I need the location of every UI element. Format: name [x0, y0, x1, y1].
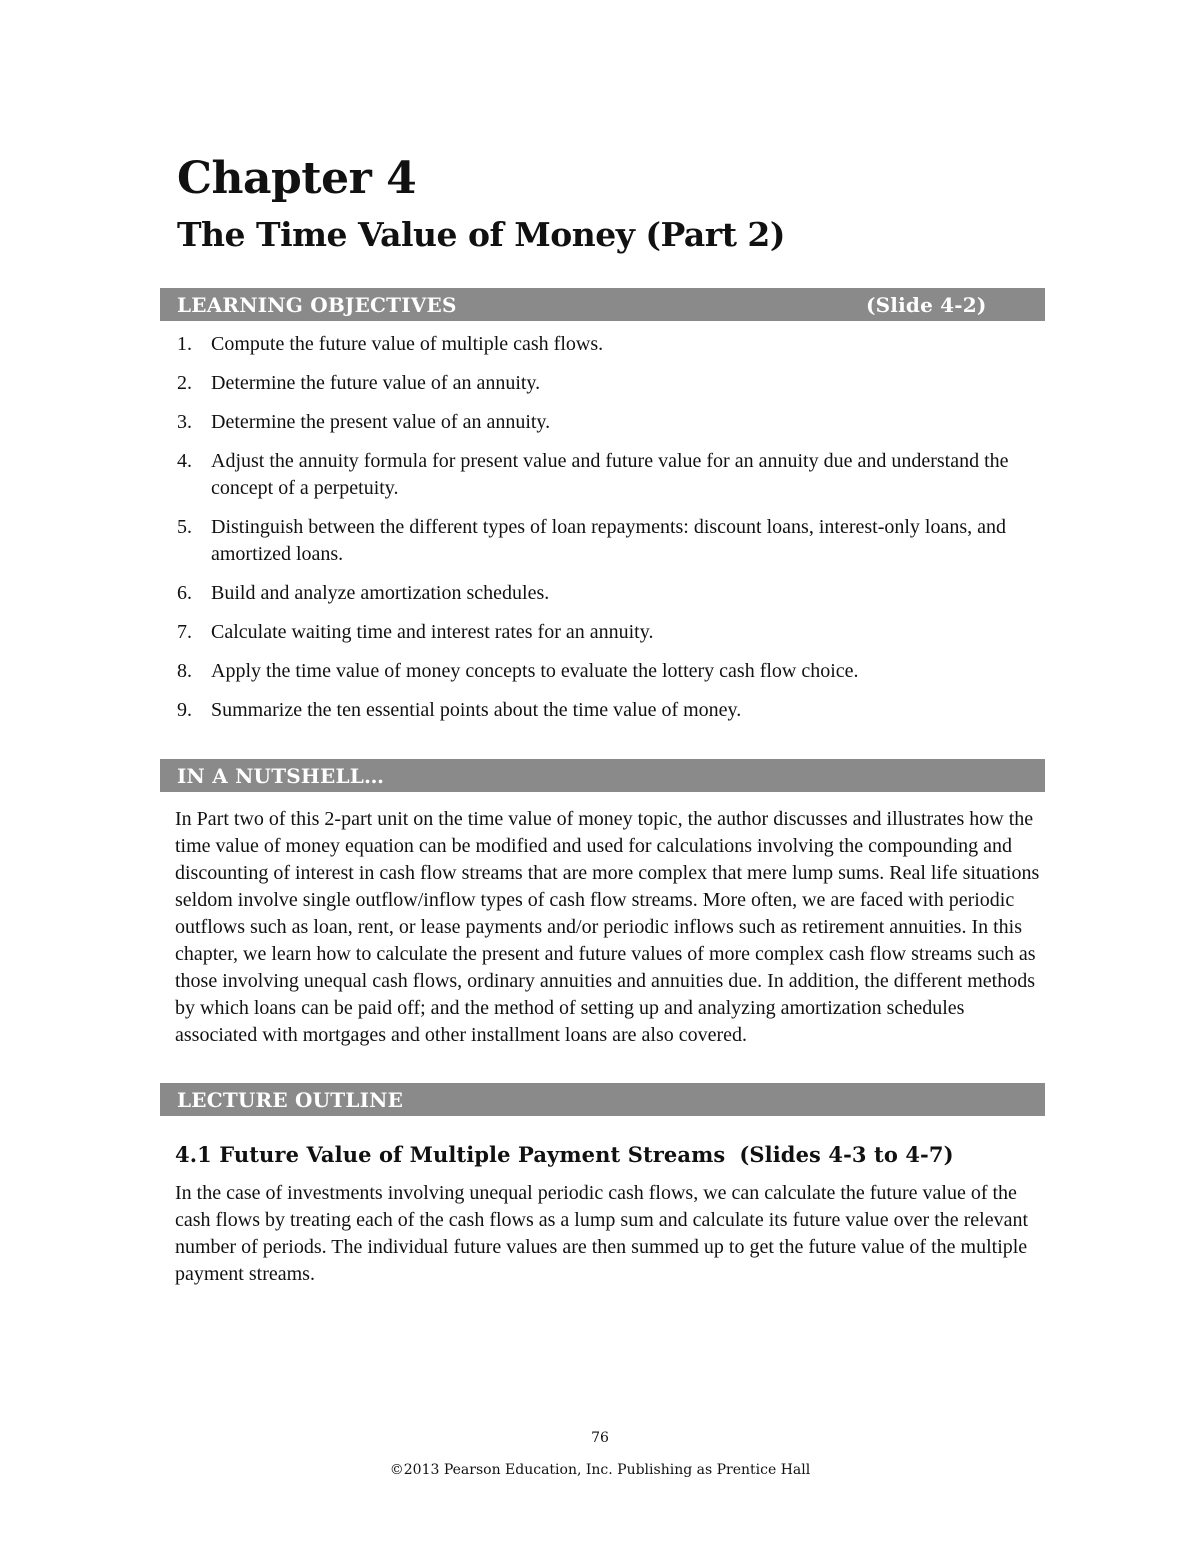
- chapter-title: Chapter 4: [177, 153, 417, 204]
- list-item-number: 6.: [177, 582, 192, 604]
- section-heading: [175, 1140, 1045, 1170]
- learning-objectives-heading: LEARNING OBJECTIVES: [177, 293, 457, 317]
- list-item-number: 3.: [177, 411, 192, 433]
- list-item-number: 8.: [177, 660, 192, 682]
- lecture-outline-header: [160, 1083, 1045, 1116]
- list-item-number: 9.: [177, 699, 192, 721]
- lecture-outline-heading: LECTURE OUTLINE: [177, 1088, 404, 1112]
- section-paragraph: In the case of investments involving unequal periodic cash flows, we can calculate the future value of the cash flows by treating each of the cash flows as a lump sum and calculate its future value over the relevant number of periods. The individual future values are then summed up to get the future value of the multiple payment streams.: [175, 1182, 1029, 1285]
- nutshell-header: [160, 759, 1045, 792]
- list-item-text: Compute the future value of multiple cash flows.: [211, 333, 604, 355]
- list-item-text: Determine the future value of an annuity.: [211, 372, 541, 394]
- copyright-notice: ©2013 Pearson Education, Inc. Publishing as Prentice Hall: [389, 1462, 811, 1478]
- nutshell-paragraph: In Part two of this 2-part unit on the time value of money topic, the author discusses and illustrates how the time value of money equation can be modified and used for calculations involving the compounding and discounting of interest in cash flow streams that are more complex that mere lump sums. Real life situations seldom involve single outflow/inflow types of cash flow streams. More often, we are faced with periodic outflows such as loan, rent, or lease payments and/or periodic inflows such as retirement annuities. In this chapter, we learn how to calculate the present and future values of more complex cash flow streams such as those involving unequal cash flows, ordinary annuities and annuities due. In addition, the different methods by which loans can be paid off; and the method of setting up and analyzing amortization schedules associated with mortgages and other installment loans are also covered.: [175, 808, 1040, 1046]
- list-item: [160, 331, 1011, 358]
- learning-objectives-list: [160, 331, 1045, 724]
- list-item: [160, 409, 1011, 436]
- list-item-number: 2.: [177, 372, 192, 394]
- list-item: [160, 448, 1011, 502]
- list-item: [160, 697, 1011, 724]
- section-heading-title: 4.1 Future Value of Multiple Payment Streams: [175, 1142, 726, 1167]
- list-item-text: Calculate waiting time and interest rates for an annuity.: [211, 621, 654, 643]
- nutshell-heading: IN A NUTSHELL…: [177, 764, 385, 788]
- list-item: [160, 514, 1011, 568]
- list-item: [160, 658, 1011, 685]
- list-item-text: Distinguish between the different types of loan repayments: discount loans, interest-only loans, and amortized loans.: [211, 516, 1007, 565]
- list-item: [160, 370, 1011, 397]
- list-item-text: Build and analyze amortization schedules.: [211, 582, 550, 604]
- list-item-number: 4.: [177, 450, 192, 472]
- section-heading-slides: (Slides 4-3 to 4-7): [739, 1142, 954, 1167]
- chapter-subtitle: The Time Value of Money (Part 2): [177, 215, 786, 254]
- list-item-text: Summarize the ten essential points about the time value of money.: [211, 699, 742, 721]
- list-item-text: Adjust the annuity formula for present value and future value for an annuity due and understand the concept of a perpetuity.: [211, 450, 1009, 499]
- learning-objectives-header: [160, 288, 1045, 321]
- document-page: [160, 150, 1045, 1288]
- list-item: [160, 619, 1011, 646]
- page-number: 76: [591, 1430, 609, 1446]
- list-item-number: 1.: [177, 333, 192, 355]
- learning-objectives-slide-ref: (Slide 4-2): [866, 293, 987, 317]
- list-item-text: Apply the time value of money concepts to evaluate the lottery cash flow choice.: [211, 660, 859, 682]
- list-item: [160, 580, 1011, 607]
- list-item-number: 7.: [177, 621, 192, 643]
- list-item-number: 5.: [177, 516, 192, 538]
- list-item-text: Determine the present value of an annuity.: [211, 411, 551, 433]
